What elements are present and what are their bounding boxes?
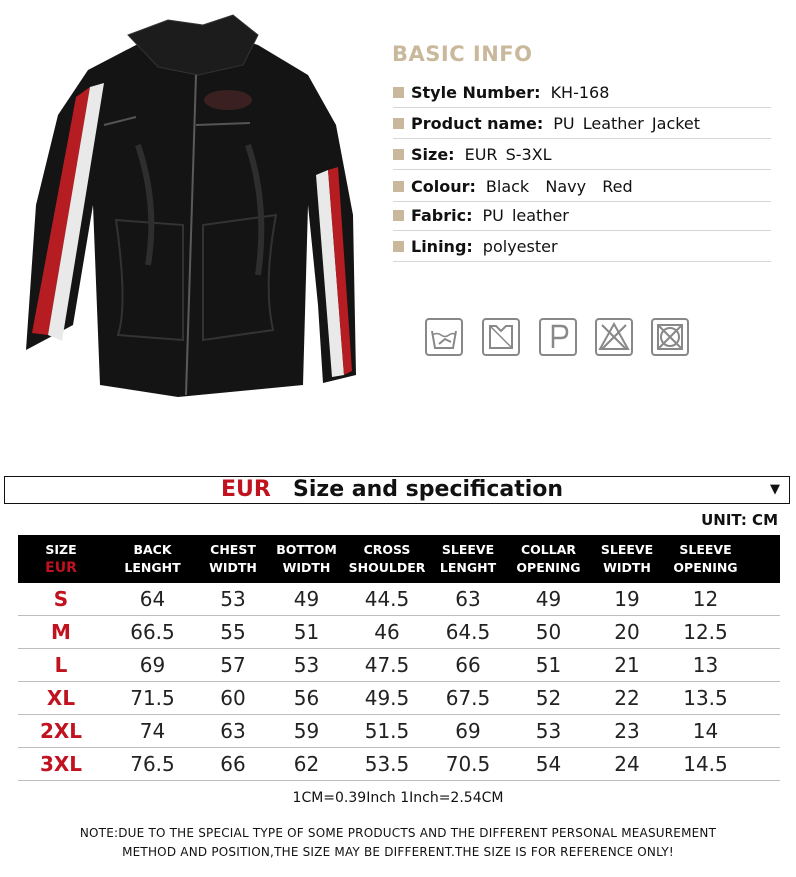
table-header [18, 535, 780, 583]
table-cell: 20 [614, 620, 640, 644]
size-cell: XL [46, 686, 76, 710]
table-cell: 14.5 [683, 752, 728, 776]
header-back-lenght: BACK LENGHT [124, 542, 181, 575]
unit-label: UNIT: CM [701, 511, 778, 529]
info-row-size [393, 139, 771, 170]
table-cell: 51.5 [364, 719, 410, 743]
table-cell: 76.5 [130, 752, 175, 776]
jacket-product-image [18, 5, 358, 400]
size-header-eur: EUR [221, 477, 271, 502]
info-value: KH-168 [550, 82, 610, 102]
no-tumble-dry-icon [482, 318, 520, 356]
header-bottom-width: BOTTOM WIDTH [276, 542, 337, 575]
unit-conversion: 1CM=0.39Inch 1Inch=2.54CM [292, 790, 504, 806]
table-cell: 71.5 [130, 686, 175, 710]
table-cell: 12 [692, 587, 719, 611]
size-cell: 3XL [39, 752, 83, 776]
triangle-down-icon: ▼ [770, 482, 780, 497]
note-line: METHOD AND POSITION,THE SIZE MAY BE DIFFERENT.THE SIZE IS FOR REFERENCE ONLY! [122, 845, 674, 859]
size-note [0, 824, 796, 862]
table-cell: 22 [614, 686, 640, 710]
table-cell: 53.5 [364, 752, 410, 776]
info-row-colour [393, 171, 771, 202]
info-value: Black Navy Red [485, 176, 633, 196]
size-cell: S [53, 587, 69, 611]
table-cell: 51 [535, 653, 562, 677]
header-sleeve-opening: SLEEVE OPENING [673, 542, 738, 575]
table-cell: 46 [374, 620, 400, 644]
table-cell: 13 [692, 653, 719, 677]
table-cell: 14 [692, 719, 719, 743]
size-header-title: Size and specification [293, 477, 564, 502]
header-chest-width: CHEST WIDTH [209, 542, 257, 575]
size-table [18, 535, 780, 781]
info-key: Product name: [411, 113, 544, 133]
header-sleeve-lenght: SLEEVE LENGHT [439, 542, 497, 575]
info-row-style-number [393, 77, 771, 108]
table-cell: 60 [220, 686, 246, 710]
info-value: PU Leather Jacket [553, 113, 701, 133]
table-cell: 69 [455, 719, 481, 743]
table-cell: 23 [614, 719, 640, 743]
info-row-lining [393, 231, 771, 262]
table-cell: 66.5 [130, 620, 175, 644]
info-key: Colour: [411, 176, 476, 196]
table-cell: 62 [293, 752, 320, 776]
table-cell: 53 [293, 653, 320, 677]
info-value: EUR S-3XL [464, 144, 552, 164]
info-value: PU leather [482, 205, 569, 225]
table-cell: 53 [220, 587, 246, 611]
no-bleach-icon [595, 318, 633, 356]
table-cell: 59 [293, 719, 320, 743]
bullet-square-icon [393, 149, 404, 160]
table-cell: 63 [455, 587, 481, 611]
bullet-square-icon [393, 181, 404, 192]
table-row [18, 649, 780, 682]
table-cell: 64 [139, 587, 166, 611]
table-cell: 56 [293, 686, 320, 710]
info-value: polyester [482, 236, 558, 256]
header-collar-opening: COLLAR OPENING [516, 542, 581, 575]
table-cell: 49.5 [364, 686, 410, 710]
table-cell: 50 [535, 620, 562, 644]
bullet-square-icon [393, 87, 404, 98]
table-cell: 69 [139, 653, 166, 677]
table-cell: 67.5 [445, 686, 491, 710]
table-row [18, 616, 780, 649]
size-cell: M [51, 620, 71, 644]
info-row-fabric [393, 200, 771, 231]
hand-wash-icon [425, 318, 463, 356]
table-cell: 47.5 [364, 653, 410, 677]
table-cell: 53 [535, 719, 562, 743]
size-cell: 2XL [39, 719, 83, 743]
header-size: SIZE EUR [45, 542, 77, 576]
table-cell: 52 [535, 686, 562, 710]
table-cell: 55 [220, 620, 246, 644]
table-row [18, 715, 780, 748]
header-sleeve-width: SLEEVE WIDTH [600, 542, 654, 575]
table-cell: 51 [293, 620, 320, 644]
no-machine-dry-icon [651, 318, 689, 356]
table-cell: 49 [293, 587, 320, 611]
info-key: Lining: [411, 236, 473, 256]
basic-info-title: BASIC INFO [392, 42, 533, 66]
bullet-square-icon [393, 118, 404, 129]
table-cell: 24 [614, 752, 640, 776]
header-cross-shoulder: CROSS SHOULDER [348, 542, 426, 575]
table-row [18, 583, 780, 616]
size-cell: L [54, 653, 68, 677]
bullet-square-icon [393, 210, 404, 221]
table-cell: 21 [614, 653, 640, 677]
bullet-square-icon [393, 241, 404, 252]
table-cell: 63 [220, 719, 246, 743]
table-cell: 54 [535, 752, 562, 776]
table-row [18, 748, 780, 781]
info-row-product-name [393, 108, 771, 139]
info-key: Fabric: [411, 205, 473, 225]
table-cell: 74 [139, 719, 166, 743]
info-key: Style Number: [411, 82, 541, 102]
table-cell: 12.5 [683, 620, 728, 644]
table-cell: 64.5 [445, 620, 491, 644]
table-cell: 70.5 [445, 752, 491, 776]
table-cell: 13.5 [683, 686, 728, 710]
size-spec-header[interactable] [4, 476, 790, 504]
dry-clean-p-icon [539, 318, 577, 356]
table-cell: 66 [220, 752, 246, 776]
table-row [18, 682, 780, 715]
table-cell: 49 [535, 587, 562, 611]
info-key: Size: [411, 144, 455, 164]
table-cell: 66 [455, 653, 481, 677]
table-cell: 19 [614, 587, 640, 611]
table-cell: 57 [220, 653, 246, 677]
note-line: NOTE:DUE TO THE SPECIAL TYPE OF SOME PRODUCTS AND THE DIFFERENT PERSONAL MEASUREMENT [79, 826, 717, 840]
table-cell: 44.5 [364, 587, 410, 611]
